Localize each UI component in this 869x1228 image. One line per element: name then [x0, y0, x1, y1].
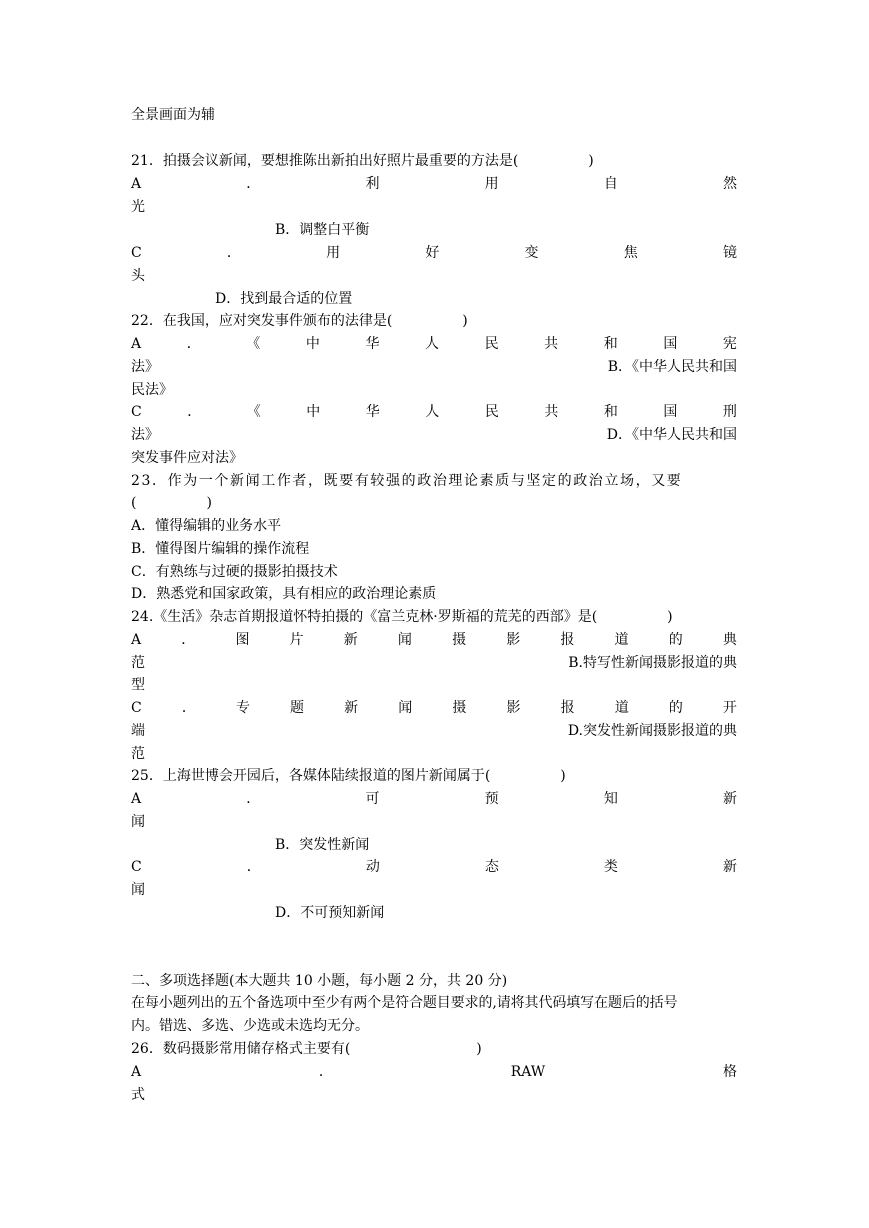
q26-option-a [131, 1061, 737, 1083]
q21-option-d: D．找到最合适的位置 [215, 291, 353, 307]
intro-text: 全景画面为辅 [131, 107, 215, 123]
q23-option-a: A．懂得编辑的业务水平 [131, 518, 282, 534]
q24-option-a-end: 范 [131, 655, 145, 671]
q24-a-part: 报 [560, 632, 575, 648]
q24-c-part: 新 [344, 700, 359, 716]
q21-option-a-end: 光 [131, 199, 145, 215]
q22-a-part: 和 [603, 336, 618, 352]
q23-stem: 23．作为一个新闻工作者，既要有较强的政治理论素质与坚定的政治立场，又要 [131, 473, 683, 489]
q23-blank: ( ) [131, 495, 212, 511]
q24-c-part: 道 [614, 700, 629, 716]
q24-a-part: 的 [668, 632, 683, 648]
q25-option-c-end: 闻 [131, 882, 145, 898]
q24-option-c-end: 端 [131, 723, 145, 739]
q25-option-b: B．突发性新闻 [275, 837, 370, 853]
q21-c-part: 焦 [623, 245, 638, 261]
section2-instruction-1: 在每小题列出的五个备选项中至少有两个是符合题目要求的,请将其代码填写在题后的括号 [131, 995, 678, 1011]
q21-c-part: 变 [524, 245, 539, 261]
q22-a-part: 《 [246, 336, 261, 352]
q22-c-part: 和 [603, 404, 618, 420]
q22-option-d: D．《中华人民共和国 [606, 427, 737, 443]
q23-option-b: B．懂得图片编辑的操作流程 [131, 541, 310, 557]
q25-a-part: ． [246, 791, 261, 807]
q26-option-a-end: 式 [131, 1087, 145, 1103]
q21-a-part: 然 [722, 176, 737, 192]
q22-c-part: ． [187, 404, 202, 420]
q25-c-part: 动 [365, 859, 380, 875]
q24-a-part: ． [181, 632, 196, 648]
q22-a-part: 人 [425, 336, 440, 352]
q22-option-a-end: 法》 [131, 359, 159, 375]
q24-option-a [131, 629, 737, 651]
q24-c-part: C [131, 700, 142, 716]
q21-c-part: 好 [425, 245, 440, 261]
q22-a-part: 华 [365, 336, 380, 352]
q26-stem: 26．数码摄影常用储存格式主要有( ) [131, 1041, 482, 1057]
q26-a-part: 格 [723, 1064, 737, 1080]
q26-a-part: RAW [510, 1064, 546, 1080]
q22-c-part: 共 [544, 404, 559, 420]
q22-c-part: 华 [365, 404, 380, 420]
q22-option-b: B．《中华人民共和国 [607, 359, 737, 375]
q24-option-b-end: 型 [131, 677, 145, 693]
q21-option-c [131, 242, 737, 264]
q24-a-part: 摄 [452, 632, 467, 648]
q22-c-part: 民 [484, 404, 499, 420]
q25-c-part: 态 [484, 859, 499, 875]
q21-option-b: B．调整白平衡 [275, 222, 370, 238]
q22-a-part: ． [186, 336, 201, 352]
q24-c-part: 题 [290, 700, 305, 716]
q25-a-part: A [131, 791, 142, 807]
q22-c-part: 《 [246, 404, 261, 420]
q21-c-part: 用 [326, 245, 341, 261]
q22-option-a [131, 333, 737, 355]
q21-a-part: 用 [484, 176, 499, 192]
q24-a-part: 道 [614, 632, 629, 648]
q24-a-part: 闻 [397, 632, 412, 648]
q25-a-part: 新 [722, 791, 737, 807]
q25-a-part: 知 [603, 791, 618, 807]
q24-line-cd [131, 720, 737, 742]
q25-option-c [131, 856, 737, 878]
section2-title: 二、多项选择题(本大题共 10 小题，每小题 2 分，共 20 分) [131, 973, 508, 989]
q26-a-part: A [131, 1064, 142, 1080]
q22-c-part: C [131, 404, 142, 420]
section2-instruction-2: 内。错选、多选、少选或未选均无分。 [131, 1018, 369, 1034]
q26-a-part: ． [318, 1064, 333, 1080]
q25-c-part: 新 [722, 859, 737, 875]
q22-option-c [131, 401, 737, 423]
q22-line-ab [131, 356, 737, 378]
q24-a-part: 典 [722, 632, 737, 648]
q22-option-d-end: 突发事件应对法》 [131, 450, 243, 466]
q22-a-part: A [131, 336, 142, 352]
q24-a-part: A [131, 632, 142, 648]
q25-option-d: D．不可预知新闻 [275, 905, 385, 921]
q24-c-part: 报 [560, 700, 575, 716]
q21-option-c-end: 头 [131, 268, 145, 284]
q24-c-part: 专 [235, 700, 250, 716]
q24-c-part: 影 [506, 700, 521, 716]
q24-option-d-end: 范 [131, 746, 145, 762]
q25-a-part: 可 [365, 791, 380, 807]
q24-line-ab [131, 652, 737, 674]
q21-a-part: 利 [365, 176, 380, 192]
q25-option-a-end: 闻 [131, 814, 145, 830]
q24-option-c [131, 697, 737, 719]
q21-option-a [131, 173, 737, 195]
q22-option-b-end: 民法》 [131, 382, 173, 398]
q24-a-part: 片 [289, 632, 304, 648]
q22-c-part: 刑 [722, 404, 737, 420]
q24-option-d: D.突发性新闻摄影报道的典 [567, 723, 737, 739]
q21-a-part: 自 [603, 176, 618, 192]
q23-option-c: C．有熟练与过硬的摄影拍摄技术 [131, 564, 338, 580]
q22-stem: 22．在我国，应对突发事件颁布的法律是( ) [131, 313, 468, 329]
q22-a-part: 宪 [722, 336, 737, 352]
q21-a-part: ． [246, 176, 261, 192]
q24-c-part: ． [181, 700, 196, 716]
q24-c-part: 闻 [398, 700, 413, 716]
q24-stem: 24.《生活》杂志首期报道怀特拍摄的《富兰克林·罗斯福的荒芜的西部》是( ) [131, 609, 673, 625]
q25-c-part: C [131, 859, 142, 875]
q22-a-part: 中 [305, 336, 320, 352]
q25-c-part: ． [246, 859, 261, 875]
q25-stem: 25．上海世博会开园后，各媒体陆续报道的图片新闻属于( ) [131, 768, 566, 784]
q25-a-part: 预 [484, 791, 499, 807]
q24-option-b: B.特写性新闻摄影报道的典 [568, 655, 737, 671]
q21-stem: 21．拍摄会议新闻，要想推陈出新拍出好照片最重要的方法是( ) [131, 153, 594, 169]
q21-c-part: 镜 [722, 245, 737, 261]
q24-c-part: 的 [668, 700, 683, 716]
q24-a-part: 影 [506, 632, 521, 648]
q22-option-c-end: 法》 [131, 427, 159, 443]
q22-c-part: 中 [306, 404, 321, 420]
q24-c-part: 开 [722, 700, 737, 716]
q24-a-part: 图 [235, 632, 250, 648]
q21-c-part: ． [226, 245, 241, 261]
q22-c-part: 国 [663, 404, 678, 420]
q22-a-part: 民 [484, 336, 499, 352]
q22-c-part: 人 [425, 404, 440, 420]
q22-line-cd [131, 424, 737, 446]
q21-c-part: C [131, 245, 142, 261]
q21-a-part: A [131, 176, 142, 192]
q23-option-d: D．熟悉党和国家政策，具有相应的政治理论素质 [131, 586, 437, 602]
q25-option-a [131, 788, 737, 810]
q24-c-part: 摄 [452, 700, 467, 716]
q22-a-part: 共 [544, 336, 559, 352]
q22-a-part: 国 [663, 336, 678, 352]
q24-a-part: 新 [343, 632, 358, 648]
q25-c-part: 类 [603, 859, 618, 875]
